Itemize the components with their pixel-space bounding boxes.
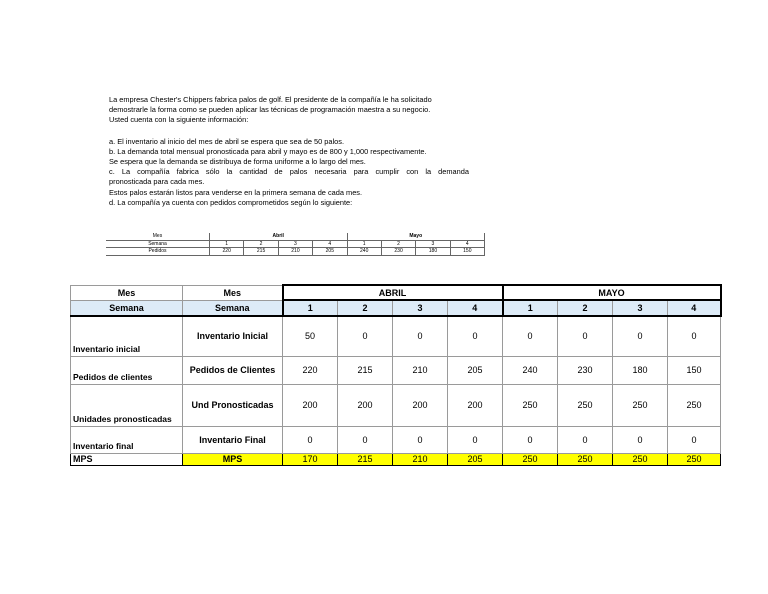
cell: 0 — [613, 316, 668, 356]
small-pedido: 205 — [313, 248, 347, 256]
cell: 0 — [448, 426, 503, 453]
header-month-mayo: MAYO — [503, 285, 721, 300]
cell: 250 — [503, 384, 558, 426]
cell: 0 — [448, 316, 503, 356]
row-name: Und Pronosticadas — [183, 384, 283, 426]
small-week: 4 — [450, 240, 484, 248]
cell: 180 — [613, 356, 668, 384]
cell: 0 — [393, 316, 448, 356]
cell: 200 — [338, 384, 393, 426]
mps-cell: 250 — [558, 453, 613, 465]
header-semana: Semana — [71, 300, 183, 316]
cell: 215 — [338, 356, 393, 384]
row-label: Inventario final — [71, 426, 183, 453]
mps-table — [70, 284, 722, 466]
small-pedidos-label: Pedidos — [106, 248, 210, 256]
table-row — [71, 356, 721, 384]
cell: 0 — [338, 316, 393, 356]
header-week: 3 — [613, 300, 668, 316]
small-month-mayo: Mayo — [347, 233, 485, 240]
problem-line: La empresa Chester's Chippers fabrica palos de golf. El presidente de la compañía le ha solicitado — [109, 95, 432, 104]
table-row — [71, 426, 721, 453]
small-week: 1 — [210, 240, 244, 248]
cell: 250 — [668, 384, 721, 426]
orders-reference-table — [106, 233, 485, 256]
mps-name: MPS — [183, 453, 283, 465]
cell: 0 — [558, 426, 613, 453]
header-week: 2 — [558, 300, 613, 316]
small-month-abril: Abril — [210, 233, 348, 240]
cell: 0 — [503, 426, 558, 453]
mps-row — [71, 453, 721, 465]
header-mes-2: Mes — [183, 285, 283, 300]
header-week: 4 — [668, 300, 721, 316]
row-name: Inventario Inicial — [183, 316, 283, 356]
small-week: 3 — [416, 240, 450, 248]
cell: 150 — [668, 356, 721, 384]
header-week: 1 — [503, 300, 558, 316]
table-row — [71, 384, 721, 426]
problem-line: demostrarle la forma como se pueden aplicar las técnicas de programación maestra a su negocio. — [109, 105, 431, 115]
mps-cell: 250 — [613, 453, 668, 465]
cell: 0 — [338, 426, 393, 453]
header-week: 4 — [448, 300, 503, 316]
cell: 250 — [558, 384, 613, 426]
small-pedido: 215 — [244, 248, 278, 256]
small-mes-label: Mes — [106, 233, 210, 240]
problem-statement — [109, 95, 469, 208]
small-pedido: 220 — [210, 248, 244, 256]
small-week: 2 — [381, 240, 415, 248]
cell: 210 — [393, 356, 448, 384]
cell: 50 — [283, 316, 338, 356]
cell: 0 — [283, 426, 338, 453]
mps-cell: 250 — [503, 453, 558, 465]
header-month-abril: ABRIL — [283, 285, 503, 300]
problem-item-c: c. La compañía fabrica sólo la cantidad de palos necesaria para cumplir con la demanda — [109, 167, 469, 177]
cell: 220 — [283, 356, 338, 384]
small-pedido: 230 — [381, 248, 415, 256]
header-week: 1 — [283, 300, 338, 316]
problem-item-b: b. La demanda total mensual pronosticada para abril y mayo es de 800 y 1,000 respectivamente. — [109, 146, 427, 156]
mps-cell: 170 — [283, 453, 338, 465]
mps-label: MPS — [71, 453, 183, 465]
problem-item-b-cont: Se espera que la demanda se distribuya de forma uniforme a lo largo del mes. — [109, 157, 366, 167]
cell: 0 — [503, 316, 558, 356]
cell: 0 — [668, 316, 721, 356]
small-pedido: 150 — [450, 248, 484, 256]
mps-cell: 210 — [393, 453, 448, 465]
small-pedido: 240 — [347, 248, 381, 256]
mps-cell: 250 — [668, 453, 721, 465]
problem-line: Usted cuenta con la siguiente información: — [109, 115, 249, 125]
problem-item-a: a. El inventario al inicio del mes de abril se espera que sea de 50 palos. — [109, 136, 344, 146]
row-label: Pedidos de clientes — [71, 356, 183, 384]
cell: 0 — [393, 426, 448, 453]
mps-cell: 205 — [448, 453, 503, 465]
cell: 0 — [613, 426, 668, 453]
small-week: 1 — [347, 240, 381, 248]
small-week: 2 — [244, 240, 278, 248]
cell: 0 — [668, 426, 721, 453]
small-pedido: 180 — [416, 248, 450, 256]
row-name: Pedidos de Clientes — [183, 356, 283, 384]
small-pedido: 210 — [278, 248, 312, 256]
header-semana-2: Semana — [183, 300, 283, 316]
mps-cell: 215 — [338, 453, 393, 465]
small-week: 4 — [313, 240, 347, 248]
header-week: 3 — [393, 300, 448, 316]
cell: 200 — [393, 384, 448, 426]
cell: 250 — [613, 384, 668, 426]
problem-item-c-note: Estos palos estarán listos para venderse en la primera semana de cada mes. — [109, 187, 363, 197]
problem-item-c-cont: pronosticada para cada mes. — [109, 177, 205, 187]
small-week: 3 — [278, 240, 312, 248]
problem-item-d: d. La compañía ya cuenta con pedidos comprometidos según lo siguiente: — [109, 197, 353, 207]
cell: 200 — [283, 384, 338, 426]
header-week: 2 — [338, 300, 393, 316]
header-mes: Mes — [71, 285, 183, 300]
row-name: Inventario Final — [183, 426, 283, 453]
cell: 0 — [558, 316, 613, 356]
table-row — [71, 316, 721, 356]
cell: 230 — [558, 356, 613, 384]
small-semana-label: Semana — [106, 240, 210, 248]
row-label: Unidades pronosticadas — [71, 384, 183, 426]
row-label: Inventario inicial — [71, 316, 183, 356]
cell: 205 — [448, 356, 503, 384]
cell: 200 — [448, 384, 503, 426]
cell: 240 — [503, 356, 558, 384]
